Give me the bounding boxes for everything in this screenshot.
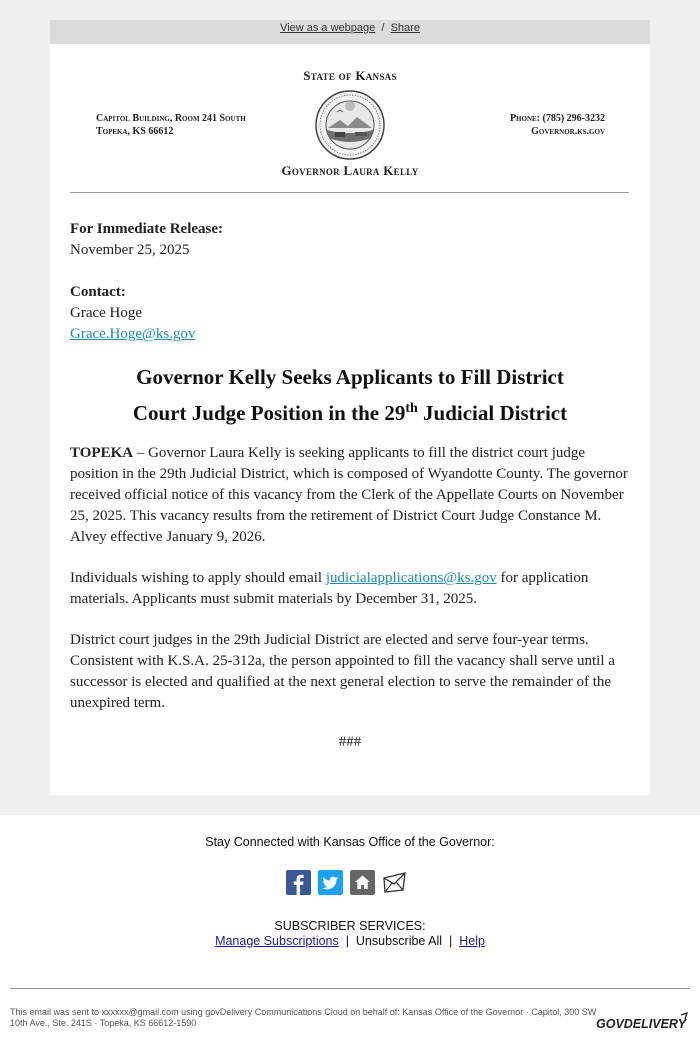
footer-divider <box>10 988 690 989</box>
governor-website: Governor.ks.gov <box>531 126 605 137</box>
phone-number: Phone: (785) 296-3232 <box>509 113 605 124</box>
stay-connected-text: Stay Connected with Kansas Office of the Governor: <box>205 835 495 849</box>
unsubscribe-all-text[interactable]: Unsubscribe All <box>355 934 443 948</box>
governor-name: Governor Laura Kelly <box>281 163 419 178</box>
address-line-2: Topeka, KS 66612 <box>96 126 174 137</box>
govdelivery-logo <box>595 1011 690 1033</box>
headline-superscript: th <box>405 401 418 416</box>
view-as-webpage-bar <box>50 20 650 44</box>
contact-block <box>70 282 632 345</box>
topbar-separator: / <box>381 22 385 34</box>
contact-email-link[interactable]: Grace.Hoge@ks.gov <box>70 326 196 342</box>
subscriber-services-title: SUBSCRIBER SERVICES: <box>274 919 426 933</box>
headline-line-2-start: Court Judge Position in the 29 <box>132 401 406 425</box>
dateline: TOPEKA <box>70 445 134 461</box>
manage-subscriptions-link[interactable]: Manage Subscriptions <box>215 934 339 948</box>
end-marks: ### <box>338 734 362 750</box>
state-title: State of Kansas <box>303 68 397 83</box>
govdelivery-logo-text: GOVDELIVERY <box>596 1017 687 1031</box>
link-separator: | <box>449 934 453 948</box>
headline-line-2-end: Judicial District <box>417 401 568 425</box>
contact-name: Grace Hoge <box>70 305 143 321</box>
view-as-webpage-link[interactable]: View as a webpage <box>280 22 376 34</box>
release-date: November 25, 2025 <box>70 242 190 258</box>
release-label: For Immediate Release: <box>70 221 224 237</box>
fine-print: This email was sent to xxxxxx@gmail.com using govDelivery Communications Cloud on behalf of: Kansas Office of the Governor · Capitol, 300 SW 10th Ave., Ste. 241S · Topeka, KS 66612-1590 <box>10 1007 597 1028</box>
facebook-icon[interactable] <box>286 870 311 895</box>
address-line-1: Capitol Building, Room 241 South <box>96 113 246 124</box>
email-icon[interactable] <box>382 870 407 895</box>
capitol-address <box>96 112 246 138</box>
contact-label: Contact: <box>70 284 126 300</box>
paragraph-1 <box>70 443 632 548</box>
applications-email-link[interactable]: judicialapplications@ks.gov <box>325 570 497 586</box>
contact-phone-block <box>510 112 605 138</box>
paragraph-2-start: Individuals wishing to apply should email <box>70 570 326 586</box>
paragraph-2 <box>70 568 632 610</box>
headline-line-2 <box>50 393 650 429</box>
headline <box>50 362 650 429</box>
press-release-card <box>50 44 650 795</box>
help-link[interactable]: Help <box>459 934 485 948</box>
share-link[interactable]: Share <box>390 22 420 34</box>
social-links <box>286 870 407 895</box>
paragraph-2-end: for application materials. Applicants must submit materials by December 31, 2025. <box>70 570 589 607</box>
home-icon[interactable] <box>350 870 375 895</box>
release-block <box>70 219 632 261</box>
kansas-seal-icon <box>315 90 385 160</box>
twitter-icon[interactable] <box>318 870 343 895</box>
link-separator: | <box>345 934 349 948</box>
paragraph-3: District court judges in the 29th Judicial District are elected and serve four-year terms. Consistent with K.S.A. 25-312a, the person appointed to fill the vacancy shall serve until a successor is elected and qualified at the next general election to serve the remainder of the unexpired term. <box>70 632 615 711</box>
subscriber-links <box>0 934 700 948</box>
paragraph-1-text: – Governor Laura Kelly is seeking applicants to fill the district court judge position in the 29th Judicial District, which is composed of Wyandotte County. The governor received official notice of this vacancy from the Clerk of the Appellate Courts on November 25, 2025. This vacancy results from the retirement of District Court Judge Constance M. Alvey effective January 9, 2026. <box>70 445 628 545</box>
letterhead-divider <box>70 192 629 193</box>
headline-line-1: Governor Kelly Seeks Applicants to Fill District <box>136 365 564 389</box>
